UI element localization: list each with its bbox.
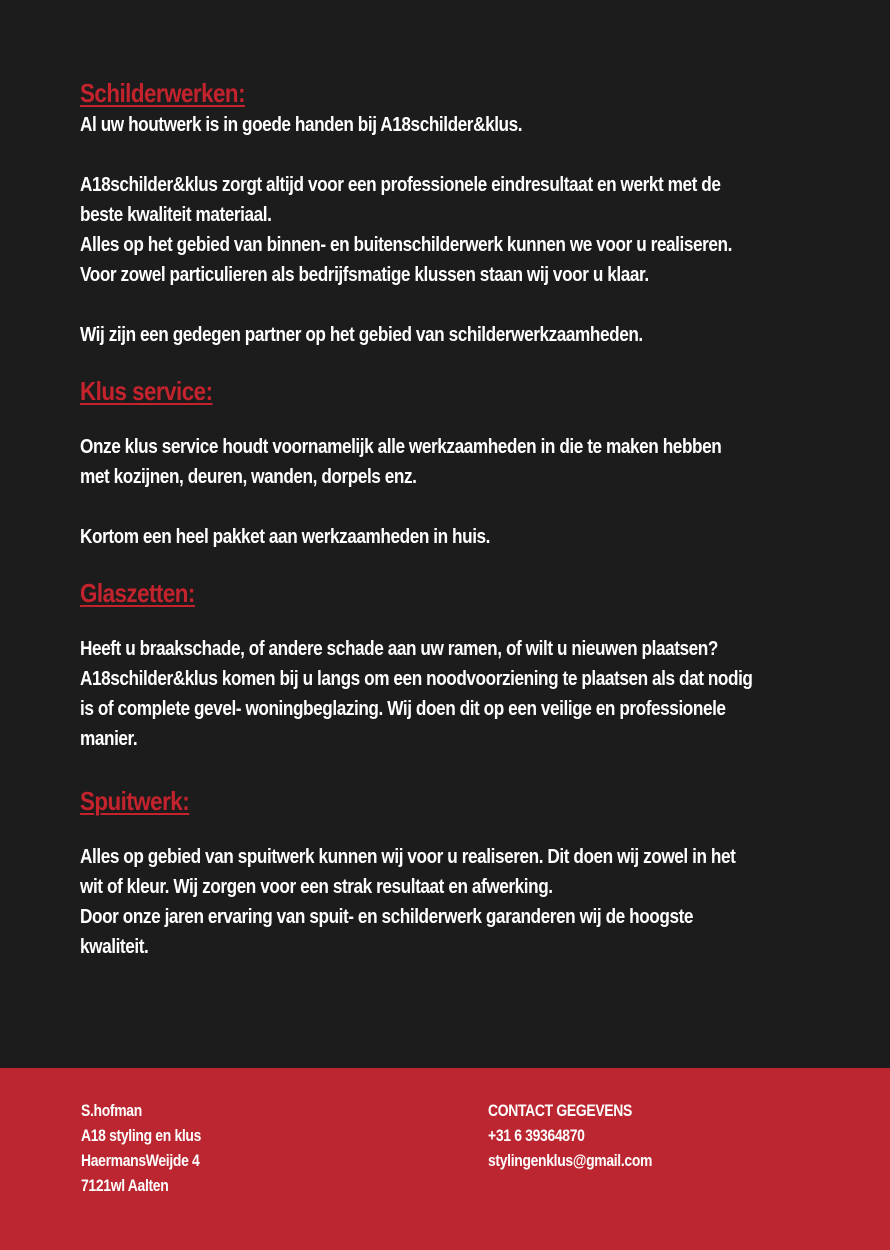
text-line: Alles op gebied van spuitwerk kunnen wij voor u realiseren. Dit doen wij zowel in het: [80, 846, 736, 868]
text-line: Kortom een heel pakket aan werkzaamheden in huis.: [80, 526, 491, 548]
text-line: kwaliteit.: [80, 936, 149, 958]
section-title-spuitwerk: Spuitwerk:: [80, 786, 190, 816]
section-title-schilderwerken: Schilderwerken:: [80, 78, 245, 108]
text-line: Wij zijn een gedegen partner op het gebied van schilderwerkzaamheden.: [80, 324, 643, 346]
text-line: wit of kleur. Wij zorgen voor een strak resultaat en afwerking.: [80, 876, 553, 898]
footer-address: [81, 1098, 201, 1198]
footer-contact: [488, 1098, 652, 1173]
text-line: A18schilder&klus zorgt altijd voor een professionele eindresultaat en werkt met de: [80, 174, 721, 196]
text-line: Al uw houtwerk is in goede handen bij A18schilder&klus.: [80, 114, 523, 136]
section-title-glaszetten: Glaszetten:: [80, 578, 195, 608]
paragraph-glaszetten-body: [80, 634, 820, 754]
paragraph-klus-service-summary: [80, 522, 820, 552]
footer-phone[interactable]: +31 6 39364870: [488, 1126, 585, 1145]
text-line: beste kwaliteit materiaal.: [80, 204, 272, 226]
paragraph-klus-service-body: [80, 432, 820, 492]
text-line: Voor zowel particulieren als bedrijfsmatige klussen staan wij voor u klaar.: [80, 264, 649, 286]
paragraph-spuitwerk-body: [80, 842, 820, 962]
text-line: Onze klus service houdt voornamelijk alle werkzaamheden in die te maken hebben: [80, 436, 722, 458]
footer-city: 7121wl Aalten: [81, 1176, 169, 1195]
paragraph-schilderwerken-body: [80, 170, 820, 290]
section-title-klus-service: Klus service:: [80, 376, 213, 406]
text-line: is of complete gevel- woningbeglazing. Wij doen dit op een veilige en professionele: [80, 698, 726, 720]
text-line: manier.: [80, 728, 138, 750]
paragraph-schilderwerken-intro: [80, 110, 820, 140]
footer-contact-heading: CONTACT GEGEVENS: [488, 1101, 632, 1120]
footer: [0, 1068, 890, 1250]
text-line: met kozijnen, deuren, wanden, dorpels enz.: [80, 466, 417, 488]
text-line: Heeft u braakschade, of andere schade aan uw ramen, of wilt u nieuwen plaatsen?: [80, 638, 718, 660]
paragraph-schilderwerken-partner: [80, 320, 820, 350]
text-line: A18schilder&klus komen bij u langs om een noodvoorziening te plaatsen als dat nodig: [80, 668, 753, 690]
main-content: [80, 76, 820, 962]
footer-street: HaermansWeijde 4: [81, 1151, 200, 1170]
text-line: Door onze jaren ervaring van spuit- en schilderwerk garanderen wij de hoogste: [80, 906, 694, 928]
footer-name: S.hofman: [81, 1101, 142, 1120]
footer-company: A18 styling en klus: [81, 1126, 202, 1145]
text-line: Alles op het gebied van binnen- en buitenschilderwerk kunnen we voor u realiseren.: [80, 234, 732, 256]
footer-email[interactable]: stylingenklus@gmail.com: [488, 1151, 653, 1170]
